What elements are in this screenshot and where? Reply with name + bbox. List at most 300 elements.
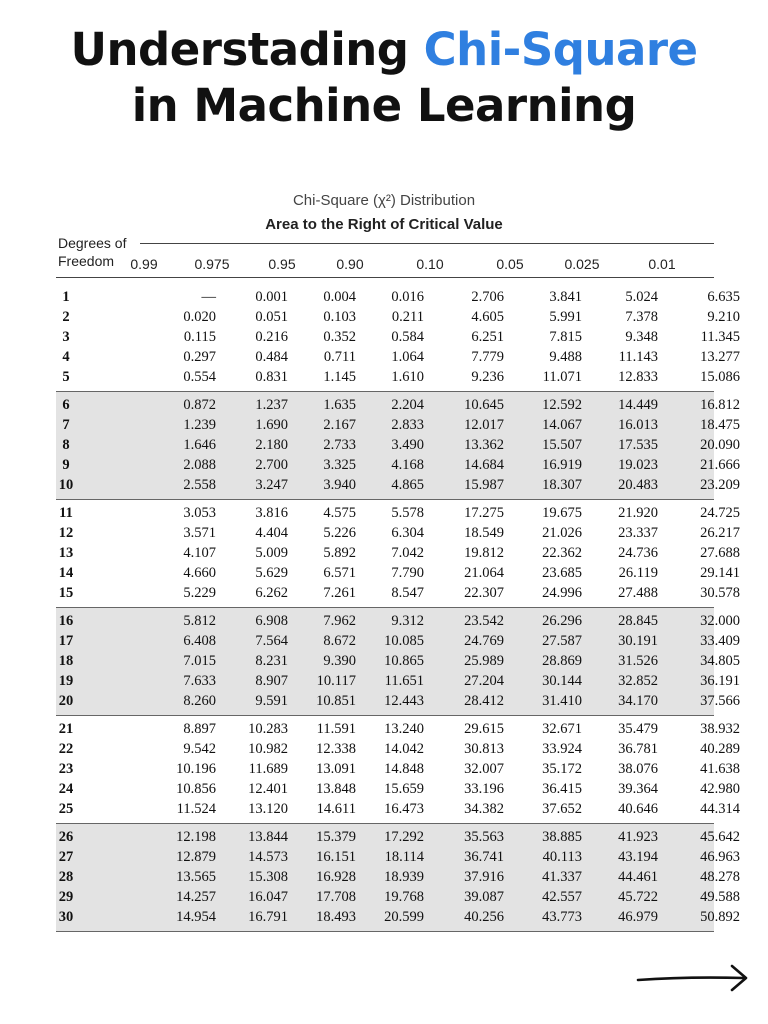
- critical-value-cell: 8.897: [183, 721, 216, 737]
- critical-value-cell: 2.833: [391, 417, 424, 433]
- table-row-group: [56, 284, 740, 392]
- critical-value-cell: 11.071: [542, 369, 582, 385]
- critical-value-cell: 24.736: [618, 545, 658, 561]
- degrees-of-freedom-cell: 7: [62, 417, 70, 433]
- critical-value-cell: 2.204: [391, 397, 424, 413]
- critical-value-cell: 36.781: [618, 741, 658, 757]
- critical-value-cell: 2.706: [471, 289, 504, 305]
- critical-value-cell: 4.605: [471, 309, 504, 325]
- critical-value-cell: 2.180: [255, 437, 288, 453]
- critical-value-cell: 2.167: [323, 417, 356, 433]
- critical-value-cell: 19.023: [618, 457, 658, 473]
- critical-value-cell: 11.651: [384, 673, 424, 689]
- critical-value-cell: 2.558: [183, 477, 216, 493]
- degrees-of-freedom-cell: 13: [58, 545, 74, 561]
- critical-value-cell: 41.923: [618, 829, 658, 845]
- critical-value-cell: 1.690: [255, 417, 288, 433]
- critical-value-cell: 30.144: [542, 673, 582, 689]
- degrees-of-freedom-cell: 21: [58, 721, 74, 737]
- critical-value-cell: 8.672: [323, 633, 356, 649]
- critical-value-cell: 12.017: [464, 417, 504, 433]
- degrees-of-freedom-cell: 19: [58, 673, 74, 689]
- critical-value-cell: 12.879: [176, 849, 216, 865]
- degrees-of-freedom-cell: 8: [62, 437, 70, 453]
- table-row: [56, 720, 740, 738]
- critical-value-cell: 34.382: [464, 801, 504, 817]
- critical-value-cell: 15.308: [248, 869, 288, 885]
- critical-value-cell: 10.982: [248, 741, 288, 757]
- critical-value-cell: 16.473: [384, 801, 424, 817]
- table-row: [56, 584, 740, 602]
- critical-value-cell: 3.940: [323, 477, 356, 493]
- critical-value-cell: 6.304: [391, 525, 424, 541]
- critical-value-cell: 10.851: [316, 693, 356, 709]
- critical-value-cell: 0.872: [183, 397, 216, 413]
- table-row: [56, 780, 740, 798]
- critical-value-cell: 14.067: [542, 417, 582, 433]
- critical-value-cell: 7.015: [183, 653, 216, 669]
- critical-value-cell: —: [201, 289, 216, 305]
- degrees-of-freedom-cell: 28: [58, 869, 74, 885]
- critical-value-cell: 1.239: [183, 417, 216, 433]
- critical-value-cell: 38.932: [700, 721, 740, 737]
- critical-value-cell: 7.962: [323, 613, 356, 629]
- critical-value-cell: 37.916: [464, 869, 504, 885]
- critical-value-cell: 13.120: [248, 801, 288, 817]
- critical-value-cell: 36.415: [542, 781, 582, 797]
- critical-value-cell: 6.408: [183, 633, 216, 649]
- critical-value-cell: 9.390: [323, 653, 356, 669]
- table-row: [56, 524, 740, 542]
- critical-value-cell: 3.816: [255, 505, 288, 521]
- critical-value-cell: 25.989: [464, 653, 504, 669]
- critical-value-cell: 21.666: [700, 457, 740, 473]
- critical-value-cell: 10.117: [316, 673, 356, 689]
- critical-value-cell: 3.490: [391, 437, 424, 453]
- table-row: [56, 456, 740, 474]
- critical-value-cell: 8.260: [183, 693, 216, 709]
- critical-value-cell: 18.939: [384, 869, 424, 885]
- critical-value-cell: 0.216: [255, 329, 288, 345]
- critical-value-cell: 13.091: [316, 761, 356, 777]
- critical-value-cell: 17.708: [316, 889, 356, 905]
- critical-value-cell: 24.769: [464, 633, 504, 649]
- critical-value-cell: 10.085: [384, 633, 424, 649]
- critical-value-cell: 1.064: [391, 349, 424, 365]
- critical-value-cell: 30.578: [700, 585, 740, 601]
- critical-value-cell: 11.143: [618, 349, 658, 365]
- critical-value-cell: 9.591: [255, 693, 288, 709]
- critical-value-cell: 12.592: [542, 397, 582, 413]
- critical-value-cell: 11.524: [176, 801, 216, 817]
- critical-value-cell: 27.587: [542, 633, 582, 649]
- critical-value-cell: 16.919: [542, 457, 582, 473]
- critical-value-cell: 20.483: [618, 477, 658, 493]
- critical-value-cell: 6.251: [471, 329, 504, 345]
- critical-value-cell: 5.024: [625, 289, 658, 305]
- critical-value-cell: 13.240: [384, 721, 424, 737]
- critical-value-cell: 14.954: [176, 909, 216, 925]
- critical-value-cell: 38.076: [618, 761, 658, 777]
- critical-value-cell: 0.484: [255, 349, 288, 365]
- critical-value-cell: 6.635: [707, 289, 740, 305]
- critical-value-cell: 6.262: [255, 585, 288, 601]
- critical-value-cell: 45.642: [700, 829, 740, 845]
- critical-value-cell: 39.087: [464, 889, 504, 905]
- critical-value-cell: 7.042: [391, 545, 424, 561]
- critical-value-cell: 9.542: [183, 741, 216, 757]
- critical-value-cell: 36.191: [700, 673, 740, 689]
- critical-value-cell: 6.908: [255, 613, 288, 629]
- critical-value-cell: 31.410: [542, 693, 582, 709]
- degrees-of-freedom-cell: 3: [62, 329, 70, 345]
- critical-value-cell: 7.633: [183, 673, 216, 689]
- critical-value-cell: 9.210: [707, 309, 740, 325]
- chi-square-table: [56, 284, 740, 932]
- critical-value-cell: 11.689: [248, 761, 288, 777]
- critical-value-cell: 49.588: [700, 889, 740, 905]
- degrees-of-freedom-cell: 25: [58, 801, 74, 817]
- critical-value-cell: 18.114: [384, 849, 424, 865]
- critical-value-cell: 13.277: [700, 349, 740, 365]
- table-row: [56, 288, 740, 306]
- critical-value-cell: 0.711: [323, 349, 356, 365]
- critical-value-cell: 12.833: [618, 369, 658, 385]
- degrees-of-freedom-cell: 6: [62, 397, 70, 413]
- critical-value-cell: 1.635: [323, 397, 356, 413]
- critical-value-cell: 35.563: [464, 829, 504, 845]
- critical-value-cell: 45.722: [618, 889, 658, 905]
- critical-value-cell: 21.920: [618, 505, 658, 521]
- page-headline: [0, 22, 768, 134]
- critical-value-cell: 5.226: [323, 525, 356, 541]
- critical-value-cell: 0.584: [391, 329, 424, 345]
- critical-value-cell: 3.053: [183, 505, 216, 521]
- critical-value-cell: 5.629: [255, 565, 288, 581]
- row-header-label: Degrees of Freedom: [58, 235, 127, 269]
- critical-value-cell: 22.362: [542, 545, 582, 561]
- column-header: 0.025: [564, 256, 600, 272]
- critical-value-cell: 43.773: [542, 909, 582, 925]
- column-header: 0.95: [268, 256, 296, 272]
- critical-value-cell: 46.963: [700, 849, 740, 865]
- critical-value-cell: 33.196: [464, 781, 504, 797]
- critical-value-cell: 40.113: [542, 849, 582, 865]
- table-row: [56, 476, 740, 494]
- table-row: [56, 888, 740, 906]
- critical-value-cell: 4.404: [255, 525, 288, 541]
- critical-value-cell: 7.564: [255, 633, 288, 649]
- degrees-of-freedom-cell: 26: [58, 829, 74, 845]
- critical-value-cell: 19.675: [542, 505, 582, 521]
- critical-value-cell: 23.209: [700, 477, 740, 493]
- critical-value-cell: 0.051: [255, 309, 288, 325]
- degrees-of-freedom-cell: 14: [58, 565, 74, 581]
- column-header: 0.975: [194, 256, 230, 272]
- critical-value-cell: 26.119: [618, 565, 658, 581]
- table-row: [56, 800, 740, 818]
- degrees-of-freedom-cell: 11: [59, 505, 73, 521]
- critical-value-cell: 8.907: [255, 673, 288, 689]
- critical-value-cell: 12.198: [176, 829, 216, 845]
- critical-value-cell: 12.338: [316, 741, 356, 757]
- critical-value-cell: 10.196: [176, 761, 216, 777]
- table-row: [56, 612, 740, 630]
- critical-value-cell: 7.378: [625, 309, 658, 325]
- critical-value-cell: 0.297: [183, 349, 216, 365]
- critical-value-cell: 32.671: [542, 721, 582, 737]
- critical-value-cell: 16.013: [618, 417, 658, 433]
- critical-value-cell: 0.020: [183, 309, 216, 325]
- table-title: Chi-Square (χ²) Distribution: [292, 192, 476, 209]
- critical-value-cell: 38.885: [542, 829, 582, 845]
- degrees-of-freedom-cell: 1: [62, 289, 70, 305]
- critical-value-cell: 0.115: [183, 329, 216, 345]
- table-row: [56, 436, 740, 454]
- critical-value-cell: 5.009: [255, 545, 288, 561]
- critical-value-cell: 14.042: [384, 741, 424, 757]
- table-row-group: [56, 716, 740, 824]
- table-subtitle: Area to the Right of Critical Value: [265, 216, 503, 233]
- column-header: 0.05: [496, 256, 524, 272]
- critical-value-cell: 42.557: [542, 889, 582, 905]
- critical-value-cell: 0.831: [255, 369, 288, 385]
- degrees-of-freedom-cell: 23: [58, 761, 74, 777]
- critical-value-cell: 43.194: [618, 849, 658, 865]
- critical-value-cell: 10.856: [176, 781, 216, 797]
- critical-value-cell: 9.348: [625, 329, 658, 345]
- critical-value-cell: 26.296: [542, 613, 582, 629]
- critical-value-cell: 5.991: [549, 309, 582, 325]
- critical-value-cell: 37.652: [542, 801, 582, 817]
- critical-value-cell: 31.526: [618, 653, 658, 669]
- table-row: [56, 740, 740, 758]
- headline-accent: Chi-Square: [423, 23, 698, 76]
- critical-value-cell: 14.573: [248, 849, 288, 865]
- table-row: [56, 544, 740, 562]
- table-row: [56, 308, 740, 326]
- row-group-divider: [56, 931, 714, 932]
- critical-value-cell: 0.103: [323, 309, 356, 325]
- table-row-group: [56, 500, 740, 608]
- headline-text: Understading: [70, 23, 424, 76]
- column-header: 0.99: [130, 256, 158, 272]
- critical-value-cell: 14.257: [176, 889, 216, 905]
- critical-value-cell: 41.638: [700, 761, 740, 777]
- critical-value-cell: 16.928: [316, 869, 356, 885]
- critical-value-cell: 40.289: [700, 741, 740, 757]
- critical-value-cell: 35.172: [542, 761, 582, 777]
- critical-value-cell: 28.412: [464, 693, 504, 709]
- column-header: 0.01: [648, 256, 676, 272]
- critical-value-cell: 6.571: [323, 565, 356, 581]
- critical-value-cell: 35.479: [618, 721, 658, 737]
- critical-value-cell: 4.660: [183, 565, 216, 581]
- critical-value-cell: 19.812: [464, 545, 504, 561]
- column-header: 0.90: [336, 256, 364, 272]
- critical-value-cell: 2.088: [183, 457, 216, 473]
- critical-value-cell: 15.659: [384, 781, 424, 797]
- critical-value-cell: 50.892: [700, 909, 740, 925]
- critical-value-cell: 9.312: [391, 613, 424, 629]
- critical-value-cell: 32.007: [464, 761, 504, 777]
- table-row: [56, 692, 740, 710]
- critical-value-cell: 22.307: [464, 585, 504, 601]
- critical-value-cell: 3.247: [255, 477, 288, 493]
- critical-value-cell: 13.362: [464, 437, 504, 453]
- degrees-of-freedom-cell: 18: [58, 653, 74, 669]
- critical-value-cell: 29.615: [464, 721, 504, 737]
- table-row: [56, 828, 740, 846]
- degrees-of-freedom-cell: 20: [58, 693, 74, 709]
- critical-value-cell: 36.741: [464, 849, 504, 865]
- critical-value-cell: 5.892: [323, 545, 356, 561]
- critical-value-cell: 32.852: [618, 673, 658, 689]
- critical-value-cell: 14.449: [618, 397, 658, 413]
- degrees-of-freedom-cell: 9: [62, 457, 70, 473]
- critical-value-cell: 32.000: [700, 613, 740, 629]
- critical-value-cell: 9.236: [471, 369, 504, 385]
- critical-value-cell: 3.571: [183, 525, 216, 541]
- headline-line-1: [0, 22, 768, 78]
- critical-value-cell: 42.980: [700, 781, 740, 797]
- critical-value-cell: 33.409: [700, 633, 740, 649]
- critical-value-cell: 1.237: [255, 397, 288, 413]
- critical-value-cell: 8.231: [255, 653, 288, 669]
- critical-value-cell: 39.364: [618, 781, 658, 797]
- critical-value-cell: 20.599: [384, 909, 424, 925]
- critical-value-cell: 4.865: [391, 477, 424, 493]
- critical-value-cell: 15.987: [464, 477, 504, 493]
- critical-value-cell: 21.026: [542, 525, 582, 541]
- critical-value-cell: 16.047: [248, 889, 288, 905]
- table-row: [56, 868, 740, 886]
- critical-value-cell: 23.542: [464, 613, 504, 629]
- degrees-of-freedom-cell: 27: [58, 849, 74, 865]
- critical-value-cell: 15.507: [542, 437, 582, 453]
- degrees-of-freedom-cell: 10: [58, 477, 74, 493]
- critical-value-cell: 2.733: [323, 437, 356, 453]
- critical-value-cell: 5.578: [391, 505, 424, 521]
- table-row: [56, 908, 740, 926]
- critical-value-cell: 40.646: [618, 801, 658, 817]
- critical-value-cell: 28.869: [542, 653, 582, 669]
- critical-value-cell: 33.924: [542, 741, 582, 757]
- critical-value-cell: 17.535: [618, 437, 658, 453]
- critical-value-cell: 40.256: [464, 909, 504, 925]
- table-row: [56, 848, 740, 866]
- critical-value-cell: 1.145: [323, 369, 356, 385]
- critical-value-cell: 17.292: [384, 829, 424, 845]
- degrees-of-freedom-cell: 29: [58, 889, 74, 905]
- table-row-group: [56, 392, 740, 500]
- critical-value-cell: 2.700: [255, 457, 288, 473]
- critical-value-cell: 8.547: [391, 585, 424, 601]
- critical-value-cell: 7.779: [471, 349, 504, 365]
- degrees-of-freedom-cell: 2: [62, 309, 70, 325]
- table-row: [56, 564, 740, 582]
- table-row-group: [56, 608, 740, 716]
- critical-value-cell: 13.565: [176, 869, 216, 885]
- critical-value-cell: 4.575: [323, 505, 356, 521]
- critical-value-cell: 10.645: [464, 397, 504, 413]
- table-row: [56, 396, 740, 414]
- table-row: [56, 504, 740, 522]
- critical-value-cell: 1.610: [391, 369, 424, 385]
- critical-value-cell: 46.979: [618, 909, 658, 925]
- critical-value-cell: 15.379: [316, 829, 356, 845]
- degrees-of-freedom-cell: 24: [58, 781, 74, 797]
- critical-value-cell: 3.841: [549, 289, 582, 305]
- critical-value-cell: 16.151: [316, 849, 356, 865]
- critical-value-cell: 0.352: [323, 329, 356, 345]
- critical-value-cell: 23.337: [618, 525, 658, 541]
- critical-value-cell: 41.337: [542, 869, 582, 885]
- critical-value-cell: 12.401: [248, 781, 288, 797]
- critical-value-cell: 4.168: [391, 457, 424, 473]
- critical-value-cell: 34.805: [700, 653, 740, 669]
- critical-value-cell: 10.865: [384, 653, 424, 669]
- critical-value-cell: 27.488: [618, 585, 658, 601]
- column-header-rule: [56, 277, 714, 278]
- critical-value-cell: 48.278: [700, 869, 740, 885]
- critical-value-cell: 7.815: [549, 329, 582, 345]
- critical-value-cell: 1.646: [183, 437, 216, 453]
- critical-value-cell: 18.493: [316, 909, 356, 925]
- critical-value-cell: 13.848: [316, 781, 356, 797]
- table-row: [56, 760, 740, 778]
- critical-value-cell: 11.591: [316, 721, 356, 737]
- next-arrow-icon[interactable]: [636, 958, 752, 998]
- critical-value-cell: 18.549: [464, 525, 504, 541]
- critical-value-cell: 30.813: [464, 741, 504, 757]
- critical-value-cell: 0.004: [323, 289, 356, 305]
- table-row: [56, 632, 740, 650]
- critical-value-cell: 19.768: [384, 889, 424, 905]
- critical-value-cell: 15.086: [700, 369, 740, 385]
- degrees-of-freedom-cell: 5: [62, 369, 70, 385]
- critical-value-cell: 34.170: [618, 693, 658, 709]
- critical-value-cell: 9.488: [549, 349, 582, 365]
- column-header: 0.10: [416, 256, 444, 272]
- critical-value-cell: 18.307: [542, 477, 582, 493]
- degrees-of-freedom-cell: 12: [58, 525, 74, 541]
- critical-value-cell: 21.064: [464, 565, 504, 581]
- critical-value-cell: 29.141: [700, 565, 740, 581]
- table-row: [56, 672, 740, 690]
- critical-value-cell: 44.314: [700, 801, 740, 817]
- critical-value-cell: 24.725: [700, 505, 740, 521]
- critical-value-cell: 23.685: [542, 565, 582, 581]
- critical-value-cell: 12.443: [384, 693, 424, 709]
- critical-value-cell: 0.016: [391, 289, 424, 305]
- degrees-of-freedom-cell: 17: [58, 633, 74, 649]
- critical-value-cell: 30.191: [618, 633, 658, 649]
- critical-value-cell: 10.283: [248, 721, 288, 737]
- table-row: [56, 416, 740, 434]
- critical-value-cell: 14.848: [384, 761, 424, 777]
- degrees-of-freedom-cell: 22: [58, 741, 74, 757]
- critical-value-cell: 28.845: [618, 613, 658, 629]
- critical-value-cell: 27.688: [700, 545, 740, 561]
- critical-value-cell: 44.461: [618, 869, 658, 885]
- critical-value-cell: 16.812: [700, 397, 740, 413]
- critical-value-cell: 5.812: [183, 613, 216, 629]
- critical-value-cell: 7.261: [323, 585, 356, 601]
- critical-value-cell: 3.325: [323, 457, 356, 473]
- degrees-of-freedom-cell: 30: [58, 909, 74, 925]
- critical-value-cell: 14.611: [316, 801, 356, 817]
